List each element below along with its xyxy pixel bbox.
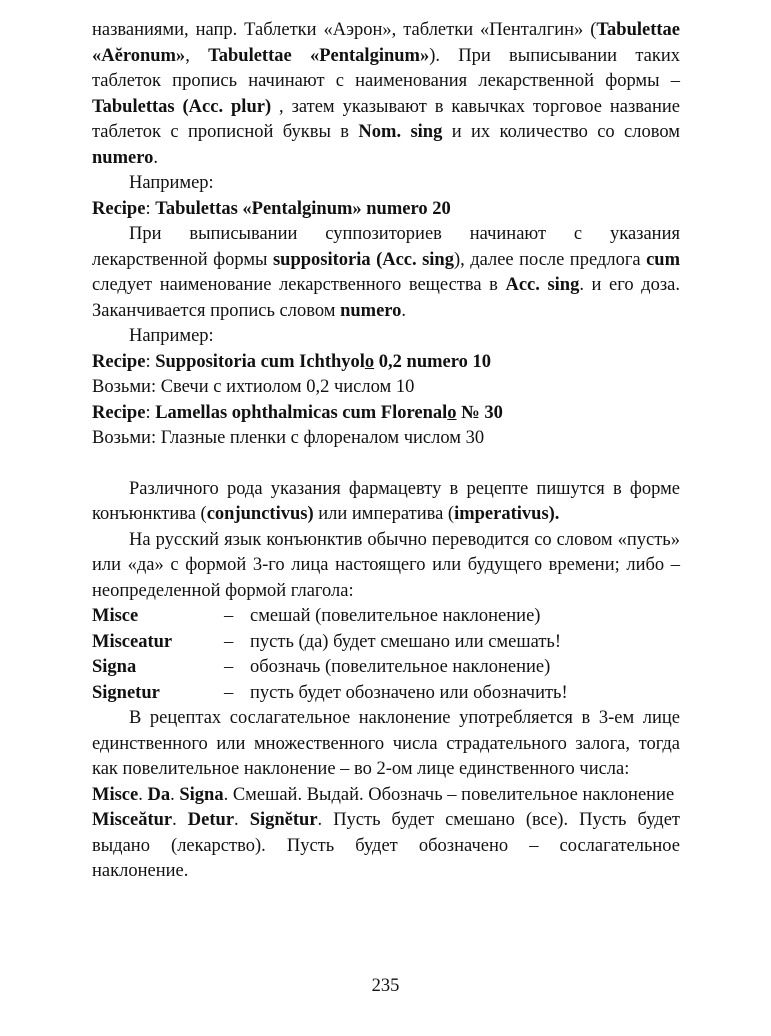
spacer <box>92 452 680 477</box>
latin-term: Signa <box>179 784 224 805</box>
recipe-text: Tabulettas «Pentalginum» numero 20 <box>155 198 451 219</box>
text: . Пусть будет смешано (все). Пусть будет выдано (лекарство). Пусть будет обозначено – сослагательное наклонение. <box>92 810 680 881</box>
text: При выписывании суппозиториев начинают с указания лекарственной формы <box>92 224 680 270</box>
text: ). При выписывании таких таблеток пропись начинают с наименования лекарственной формы – <box>92 45 680 91</box>
dash: – <box>224 631 234 652</box>
page-number: 235 <box>371 976 400 996</box>
term: Misce <box>92 606 139 626</box>
latin-term: numero <box>340 300 402 321</box>
latin-term: imperativus). <box>454 504 560 524</box>
latin-term: numero <box>92 147 154 168</box>
latin-term: Tabulettas (Acc. plur) <box>92 96 272 117</box>
text: : <box>145 402 156 423</box>
paragraph-mood-usage: В рецептах сослагательное наклонение употребляется в 3-ем лице единственного или множественного числа страдательного залога, тогда как повелительное наклонение – во 2-ом лице единственного числа: <box>92 708 680 779</box>
term-row <box>92 604 680 630</box>
text: и их количество со словом <box>442 122 680 142</box>
paragraph-translation-note: На русский язык конъюнктив обычно переводится со словом «пусть» или «да» с формой 3-го лица настоящего или будущего времени; либо – неопределенной формой глагола: <box>92 529 680 601</box>
paragraph-subjunctive-example <box>92 808 680 885</box>
latin-term: cum <box>646 249 680 270</box>
definition: смешай (повелительное наклонение) <box>250 606 541 626</box>
text: 0,2 numero 10 <box>374 351 491 372</box>
latin-term: Tabulettae «Aĕronum» <box>92 20 680 66</box>
paragraph-conjunctive <box>92 477 680 528</box>
text: . Смешай. Выдай. Обозначь – повелительное наклонение <box>223 784 675 805</box>
page-body <box>92 18 680 885</box>
text: Lamellas ophthalmicas cum Florenal <box>155 402 448 423</box>
text: : <box>145 198 156 219</box>
dash: – <box>224 682 234 703</box>
paragraph-suppositories <box>92 222 680 324</box>
latin-term: suppositoria (Acc. sing <box>272 249 454 270</box>
text: или императива ( <box>313 504 455 524</box>
paragraph-tablets <box>92 18 680 171</box>
term-row <box>92 655 680 681</box>
text: следует наименование лекарственного вещества в <box>92 275 506 295</box>
recipe-label: Recipe <box>92 402 146 423</box>
dash: – <box>224 657 234 677</box>
paragraph-imperative-example <box>92 783 680 809</box>
term: Misceatur <box>92 631 173 652</box>
latin-term: Tabulettae «Pentalginum» <box>208 45 430 66</box>
text: ), далее после предлога <box>453 249 647 270</box>
text: . <box>170 784 180 805</box>
latin-term: Detur <box>187 810 235 830</box>
definition: пусть будет обозначено или обозначить! <box>250 682 568 703</box>
definition: пусть (да) будет смешано или смешать! <box>250 631 562 652</box>
text: № 30 <box>456 402 503 423</box>
text: Различного рода указания фармацевту в рецепте пишутся в форме конъюнктива ( <box>92 478 680 524</box>
text: . <box>153 147 158 168</box>
translation-line: Возьми: Глазные пленки с флореналом числом 30 <box>92 428 485 448</box>
text: . <box>138 784 148 805</box>
recipe-text <box>155 352 491 372</box>
text: Suppositoria cum Ichthyol <box>155 351 365 372</box>
term-list <box>92 604 680 706</box>
term-row <box>92 681 680 707</box>
recipe-line <box>92 350 680 376</box>
definition: обозначь (повелительное наклонение) <box>250 657 551 677</box>
text: названиями, напр. Таблетки «Аэрон», таблетки «Пенталгин» ( <box>92 20 597 40</box>
example-intro: Например: <box>129 173 214 193</box>
text: , затем указывают в кавычках торговое название таблеток с прописной буквы в <box>92 96 680 142</box>
latin-term: Misce <box>92 784 139 805</box>
text: . и его доза. Заканчивается пропись словом <box>92 275 680 321</box>
latin-term: Da <box>147 784 171 805</box>
recipe-line <box>92 197 680 223</box>
latin-term: conjunctivus) <box>206 504 314 524</box>
text: . <box>234 810 250 830</box>
latin-term: Signĕtur <box>249 810 318 830</box>
latin-term: Acc. sing <box>505 275 580 295</box>
term: Signa <box>92 657 137 677</box>
text: o <box>364 351 375 372</box>
text: . <box>172 810 188 830</box>
recipe-label: Recipe <box>92 351 146 372</box>
text: . <box>401 300 407 321</box>
term-row <box>92 630 680 656</box>
text: o <box>447 402 457 423</box>
latin-term: Miscеătur <box>92 810 173 830</box>
recipe-text <box>155 403 503 423</box>
latin-term: Nom. sing <box>358 122 443 142</box>
recipe-label: Recipe <box>92 198 146 219</box>
recipe-line <box>92 401 680 427</box>
text: , <box>185 45 209 66</box>
text: : <box>145 351 156 372</box>
term: Signetur <box>92 682 160 703</box>
translation-line: Возьми: Свечи с ихтиолом 0,2 числом 10 <box>92 377 415 397</box>
dash: – <box>224 606 234 626</box>
example-intro: Например: <box>129 326 214 346</box>
